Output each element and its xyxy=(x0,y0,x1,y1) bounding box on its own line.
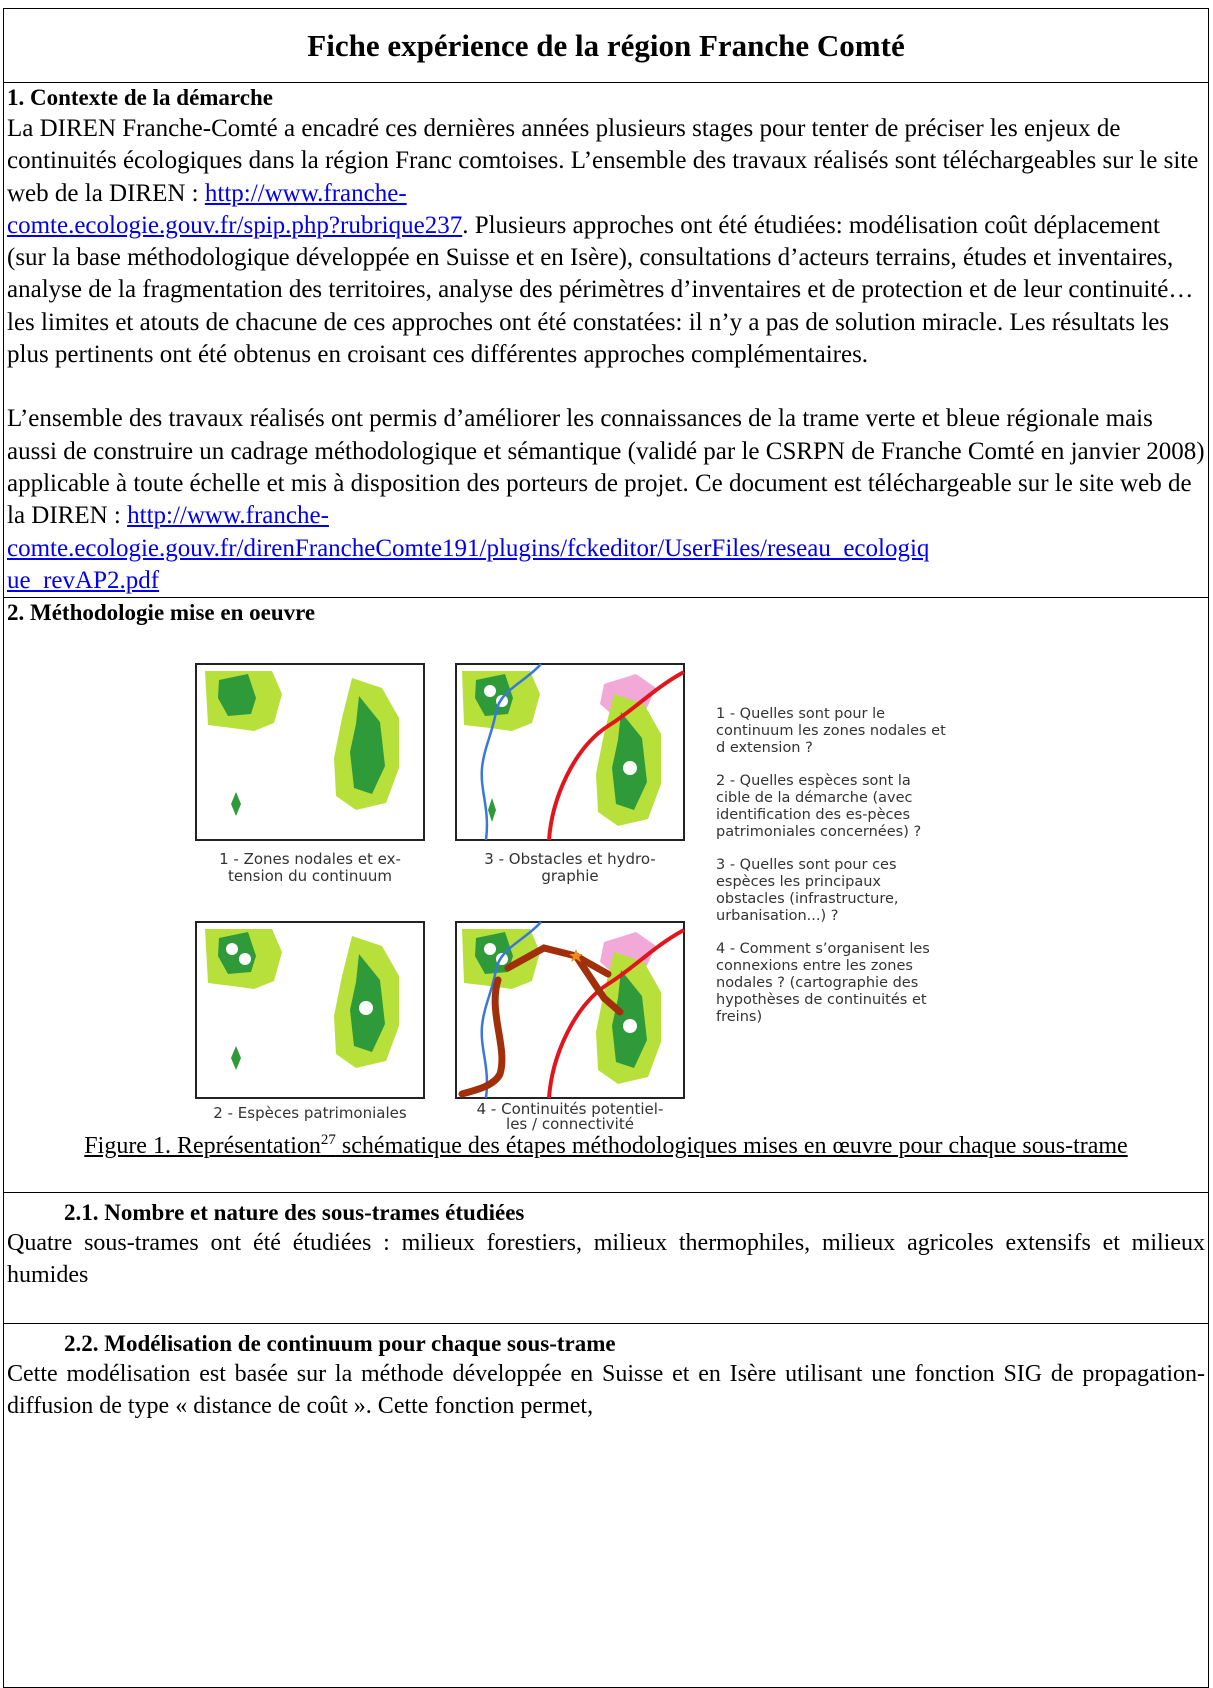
section-heading-context: 1. Contexte de la démarche xyxy=(7,85,273,110)
diren-link-1-line1: http://www.franche- xyxy=(204,179,407,207)
subsection-2-1 xyxy=(4,1193,1208,1324)
caption-footnote-ref: 27 xyxy=(320,1132,336,1149)
panel-3-label-line2: graphie xyxy=(541,867,599,886)
diren-link-2-line3: ue_revAP2.pdf xyxy=(7,566,160,594)
context-paragraph-1 xyxy=(4,113,1208,371)
page-title: Fiche expérience de la région Franche Comté xyxy=(307,27,905,63)
document-frame xyxy=(3,8,1209,1688)
question-2: 2 - Quelles espèces sont la cible de la démarche (avec identification des es-pèces patrimoniales concernées) ? xyxy=(716,773,922,841)
section-heading-methodology: 2. Méthodologie mise en oeuvre xyxy=(7,600,316,626)
question-1: 1 - Quelles sont pour le continuum les zones nodales et d extension ? xyxy=(716,706,946,757)
figure-1 xyxy=(4,628,1208,1134)
subsection-text-2-2: Cette modélisation est basée sur la méthode développée en Suisse et en Isère utilisant une fonction SIG de propagation-diffusion de type « distance de coût ». Cette fonction permet, xyxy=(7,1361,1205,1420)
figure-questions xyxy=(716,706,946,1042)
panel-1-label-line1: 1 - Zones nodales et ex- xyxy=(219,850,401,869)
title-cell xyxy=(4,9,1208,83)
panel-2-label: 2 - Espèces patrimoniales xyxy=(213,1104,407,1123)
context-paragraph-2 xyxy=(4,403,1208,597)
subsection-heading-2-1: 2.1. Nombre et nature des sous-trames étudiées xyxy=(64,1200,525,1226)
question-3: 3 - Quelles sont pour ces espèces les principaux obstacles (infrastructure, urbanisation...) ? xyxy=(716,857,899,925)
caption-text-1: Figure 1. Représentation xyxy=(84,1133,321,1160)
panel-3-map xyxy=(456,664,684,840)
caption-text-2: schématique des étapes méthodologiques mises en œuvre pour chaque sous-trame xyxy=(335,1133,1128,1160)
context-text-2a: L’ensemble des travaux réalisés ont permis d’améliorer les connaissances de la trame verte et bleue régionale mais aussi de construire un cadrage méthodologique et sémantique (validé par le CSRPN de Franche Comté en janvier 2008) applicable à toute échelle et mis à disposition des porteurs de projet. Ce document est téléchargeable sur le site web de la DIREN : xyxy=(7,405,1205,530)
panel-4-label-line2: les / connectivité xyxy=(506,1115,634,1134)
subsection-text-2-1: Quatre sous-trames ont été étudiées : milieux forestiers, milieux thermophiles, milieux agricoles extensifs et milieux humides xyxy=(7,1230,1205,1289)
panel-4-map xyxy=(456,922,684,1098)
diren-link-2[interactable] xyxy=(7,502,929,594)
subsection-heading-2-2: 2.2. Modélisation de continuum pour chaque sous-trame xyxy=(64,1331,616,1357)
diren-link-2-line2: comte.ecologie.gouv.fr/direnFrancheComte191/plugins/fckeditor/UserFiles/reseau_ecologiq xyxy=(7,534,930,562)
panel-1-label-line2: tension du continuum xyxy=(228,867,392,886)
diren-link-2-line1: http://www.franche- xyxy=(127,502,329,530)
question-4: 4 - Comment s’organisent les connexions entre les zones nodales ? (cartographie des hypothèses de continuités et freins) xyxy=(716,941,930,1026)
subsection-2-2 xyxy=(4,1324,1208,1422)
section-context xyxy=(4,83,1208,598)
context-text-1a: La DIREN Franche-Comté a encadré ces dernières années plusieurs stages pour tenter de préciser les enjeux de continuités écologiques dans la région Franc comtoises. L’ensemble des travaux réalisés sont téléchargeables sur le site web de la DIREN : xyxy=(7,115,1199,207)
panel-1-map xyxy=(196,664,424,840)
section-methodology xyxy=(4,598,1208,1134)
spacer xyxy=(4,1291,1208,1323)
panel-2-map xyxy=(196,922,424,1098)
context-text-1b: . Plusieurs approches ont été étudiées: modélisation coût déplacement (sur la base méthodologique développée en Suisse et en Isère), consultations d’acteurs terrains, études et inventaires, analyse de la fragmentation des territoires, analyse des périmètres d’inventaires et de protection et de leur continuité… les limites et atouts de chacune de ces approches ont été constatées: il n’y a pas de solution miracle. Les résultats les plus pertinents ont été obtenus en croisant ces différentes approches complémentaires. xyxy=(7,211,1194,369)
methodology-diagram xyxy=(4,628,1210,1134)
panel-3-label-line1: 3 - Obstacles et hydro- xyxy=(484,850,656,869)
panel-4-label-line1: 4 - Continuités potentiel- xyxy=(476,1100,664,1119)
diren-link-1-line2: comte.ecologie.gouv.fr/spip.php?rubrique237 xyxy=(7,211,463,239)
